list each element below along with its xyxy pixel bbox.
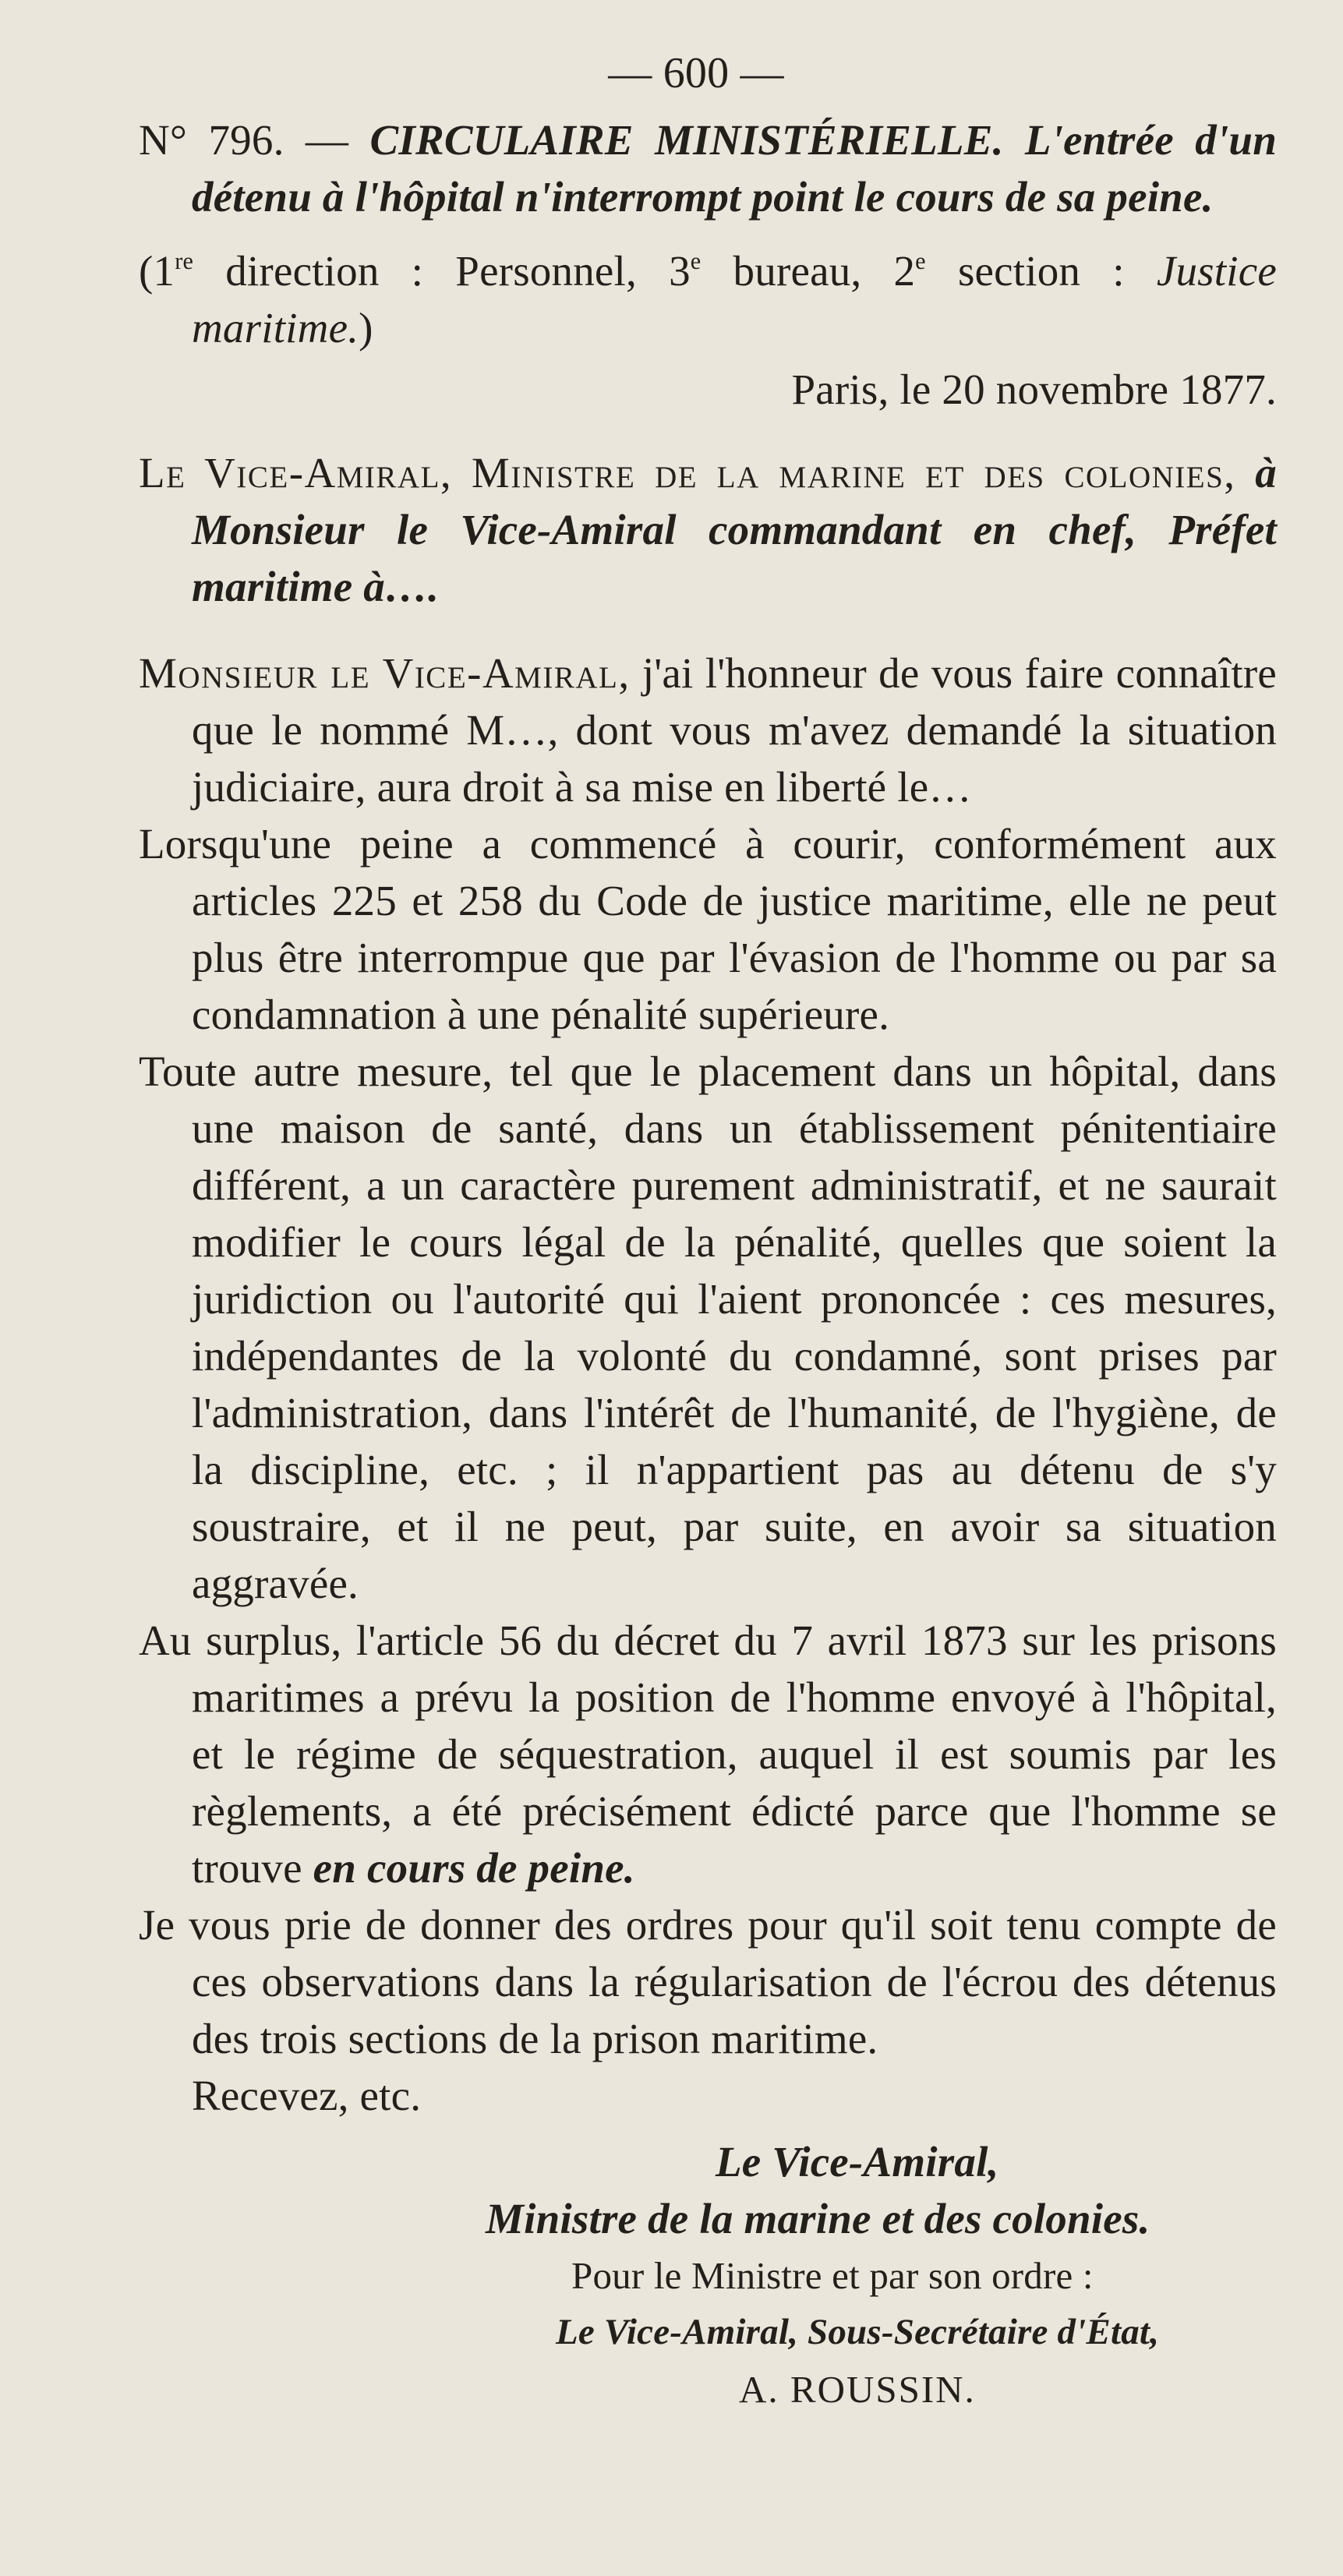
paragraph-4 <box>139 1612 1277 1896</box>
direction-text-3: section : <box>925 247 1157 295</box>
paragraph-1-text: j'ai l'honneur de vous faire connaître que le nommé M…, dont vous m'avez demandé la situation judiciaire, aura droit à sa mise en liberté le… <box>192 649 1278 811</box>
circular-heading <box>139 111 1277 225</box>
direction-close: ) <box>359 304 373 352</box>
direction-open: (1 <box>139 247 175 295</box>
signature-line-3: Pour le Ministre et par son ordre : <box>571 2254 1094 2297</box>
address-from: Le Vice-Amiral, Ministre de la marine et des colonies, <box>139 449 1256 496</box>
closing-formula: Recevez, etc. <box>192 2072 422 2119</box>
address-block <box>139 444 1277 615</box>
direction-text-1: direction : Personnel, 3 <box>193 247 691 295</box>
signature-block <box>139 2133 1277 2418</box>
paragraph-1 <box>139 645 1277 815</box>
signature-line-2: Ministre de la marine et des colonies. <box>486 2195 1150 2242</box>
page-number: — 600 — <box>608 49 784 97</box>
paragraph-3: Toute autre mesure, tel que le placement dans un hôpital, dans une maison de santé, dans un établissement pénitentiaire différent, a un caractère purement administratif, et ne saurait modifier le cours légal de la pénalité, quelles que soient la juridiction ou l'autorité qui l'aient prononcée : ces mesures, indépendantes de la volonté du condamné, sont prises par l'administration, dans l'intérêt de l'humanité, de l'hygiène, de la discipline, etc. ; il n'appartient pas au détenu de s'y soustraire, et il ne peut, par suite, en avoir sa situation aggravée. <box>139 1048 1277 1607</box>
circular-subtitle: . L'entrée d'un détenu à l'hôpital n'interrompt point le cours de sa peine. <box>192 116 1278 221</box>
salutation: Monsieur le Vice-Amiral, <box>139 649 631 697</box>
direction-sup-2: e <box>690 247 702 274</box>
direction-sup-3: e <box>915 247 926 274</box>
direction-text-2: bureau, 2 <box>701 247 916 295</box>
direction-sup-1: re <box>175 247 194 274</box>
circular-title: CIRCULAIRE MINISTÉRIELLE <box>369 116 993 164</box>
signature-line-5: A. ROUSSIN. <box>739 2368 976 2411</box>
circular-number: N° 796. — <box>139 116 370 164</box>
signature-line-1: Le Vice-Amiral, <box>716 2138 999 2186</box>
date-line: Paris, le 20 novembre 1877. <box>791 366 1277 413</box>
signature-line-4: Le Vice-Amiral, Sous-Secrétaire d'État, <box>556 2312 1160 2352</box>
paragraph-2: Lorsqu'une peine a commencé à courir, conformément aux articles 225 et 258 du Code de justice maritime, elle ne peut plus être interrompue que par l'évasion de l'homme ou par sa condamnation à une pénalité supérieure. <box>139 820 1277 1038</box>
paragraph-4-text: Au surplus, l'article 56 du décret du 7 avril 1873 sur les prisons maritimes a prévu la position de l'homme envoyé à l'hôpital, et le régime de séquestration, auquel il est soumis par les règlements, a été précisément édicté parce que l'homme se trouve <box>139 1617 1277 1892</box>
letter-body <box>139 645 1277 2124</box>
direction-line <box>139 242 1277 356</box>
paragraph-4-italic: en cours de peine. <box>313 1844 635 1892</box>
paragraph-5: Je vous prie de donner des ordres pour qu'il soit tenu compte de ces observations dans la régularisation de l'écrou des détenus des trois sections de la prison maritime. <box>139 1901 1277 2062</box>
direction-italic: Justice maritime. <box>192 247 1277 352</box>
address-to: à Monsieur le Vice-Amiral commandant en chef, Préfet maritime à…. <box>192 449 1277 610</box>
page-content <box>139 45 1277 2418</box>
